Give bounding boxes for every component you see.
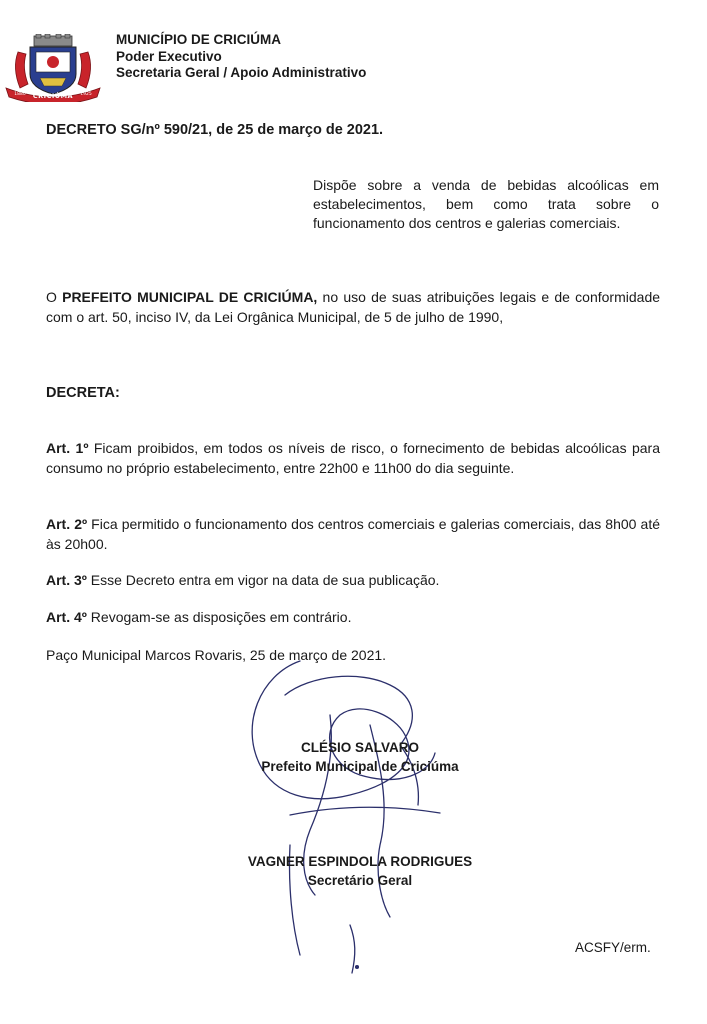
- article-label: Art. 2º: [46, 516, 88, 532]
- article-4: [46, 608, 660, 628]
- article-2: [46, 515, 660, 554]
- decree-preamble: [46, 288, 660, 327]
- preamble-prefix: O: [46, 289, 63, 305]
- article-text: Revogam-se as disposições em contrário.: [86, 609, 352, 625]
- article-label: Art. 3º: [46, 572, 87, 588]
- reference-initials: ACSFY/erm.: [575, 940, 651, 955]
- handwritten-signature: [230, 655, 510, 985]
- executive-power: Poder Executivo: [116, 48, 222, 64]
- svg-text:1880: 1880: [14, 92, 26, 97]
- decree-summary: Dispõe sobre a venda de bebidas alcoólicas em estabelecimentos, bem como trata sobre o funcionamento dos centros e galerias comerciais.: [313, 177, 659, 231]
- article-text: Esse Decreto entra em vigor na data de sua publicação.: [86, 572, 440, 588]
- preamble-authority: PREFEITO MUNICIPAL DE CRICIÚMA,: [62, 289, 318, 305]
- signatory-role: Secretário Geral: [307, 873, 413, 888]
- issuing-authority: [116, 32, 366, 82]
- article-label: Art. 4º: [46, 609, 87, 625]
- article-label: Art. 1º: [46, 440, 89, 456]
- signatory-name: VAGNER ESPINDOLA RODRIGUES: [247, 854, 473, 869]
- mayor-signature-block: [210, 738, 510, 776]
- article-1: [46, 439, 660, 478]
- place-and-date: Paço Municipal Marcos Rovaris, 25 de março de 2021.: [46, 647, 387, 663]
- article-3: [46, 571, 660, 591]
- municipal-crest-logo: [4, 34, 102, 102]
- municipality-name: MUNICÍPIO DE CRICIÚMA: [116, 32, 281, 47]
- svg-text:CRICIÚMA: CRICIÚMA: [32, 92, 74, 100]
- article-text: Fica permitido o funcionamento dos centros comerciais e galerias comerciais, das 8h00 até às 20h00.: [46, 516, 660, 552]
- signatory-name: CLÉSIO SALVARO: [300, 740, 419, 755]
- decreta-heading: DECRETA:: [46, 385, 120, 401]
- article-text: Ficam proibidos, em todos os níveis de risco, o fornecimento de bebidas alcoólicas para consumo no próprio estabelecimento, entre 22h00 e 11h00 do dia seguinte.: [46, 440, 661, 476]
- secretary-signature-block: [180, 852, 540, 890]
- department-name: Secretaria Geral / Apoio Administrativo: [116, 65, 367, 80]
- svg-text:1925: 1925: [80, 92, 92, 97]
- preamble-text: no uso de suas atribuições legais e de conformidade com o art. 50, inciso IV, da Lei Orgânica Municipal, de 5 de julho de 1990,: [46, 289, 661, 325]
- signatory-role: Prefeito Municipal de Criciúma: [261, 759, 459, 774]
- decree-title: DECRETO SG/nº 590/21, de 25 de março de 2021.: [46, 122, 384, 138]
